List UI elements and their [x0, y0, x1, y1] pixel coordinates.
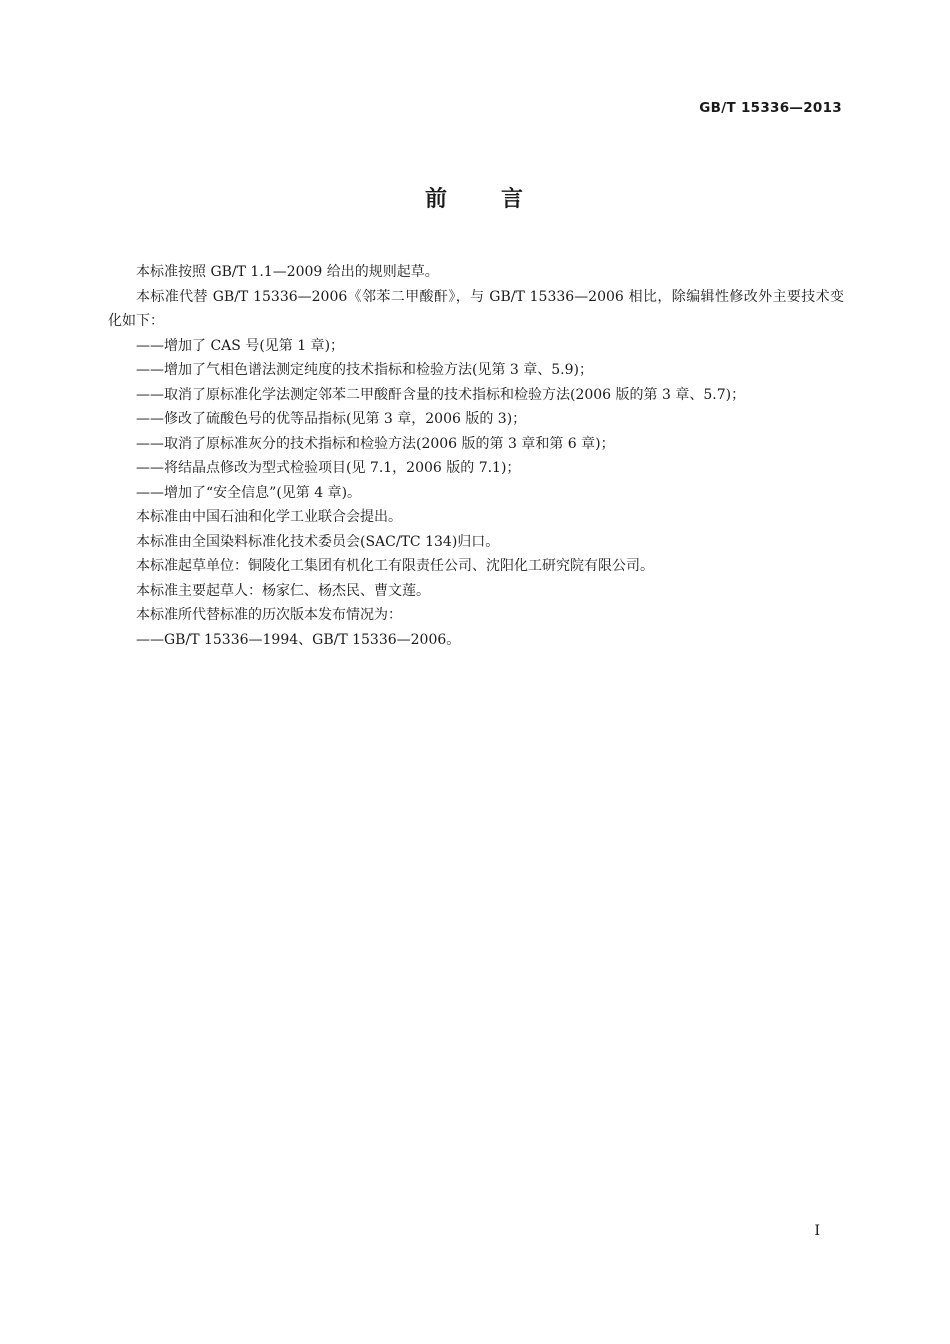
- paragraph-replacement: 本标准代替 GB/T 15336—2006《邻苯二甲酸酐》，与 GB/T 15336—2006 相比，除编辑性修改外主要技术变化如下：: [108, 288, 844, 329]
- title-part-1: 前: [424, 187, 449, 212]
- change-item-sulfuric-color: ——修改了硫酸色号的优等品指标(见第 3 章，2006 版的 3)；: [136, 411, 527, 427]
- paragraph-history-versions: ——GB/T 15336—1994、GB/T 15336—2006。: [136, 631, 461, 648]
- change-item-crystallization: ——将结晶点修改为型式检验项目(见 7.1，2006 版的 7.1)；: [136, 460, 521, 476]
- change-item-safety: ——增加了“安全信息”(见第 4 章)。: [136, 484, 362, 501]
- document-body: [108, 260, 844, 652]
- paragraph-drafting-rules: 本标准按照 GB/T 1.1—2009 给出的规则起草。: [136, 264, 439, 280]
- paragraph-drafters: 本标准主要起草人：杨家仁、杨杰民、曹文莲。: [136, 582, 430, 599]
- standard-code: GB/T 15336—2013: [699, 100, 842, 116]
- paragraph-proposed-by: 本标准由中国石油和化学工业联合会提出。: [136, 509, 402, 525]
- change-item-chemical-method: ——取消了原标准化学法测定邻苯二甲酸酐含量的技术指标和检验方法(2006 版的第 3 章、5.7)；: [136, 386, 746, 403]
- title-part-2: 言: [501, 187, 526, 212]
- page-title: [0, 182, 950, 213]
- paragraph-history-intro: 本标准所代替标准的历次版本发布情况为：: [136, 607, 402, 623]
- change-item-cas: ——增加了 CAS 号(见第 1 章)；: [136, 337, 345, 354]
- page-number: I: [814, 1223, 820, 1239]
- paragraph-committee: 本标准由全国染料标准化技术委员会(SAC/TC 134)归口。: [136, 533, 500, 550]
- paragraph-drafting-units: 本标准起草单位：铜陵化工集团有机化工有限责任公司、沈阳化工研究院有限公司。: [136, 558, 654, 574]
- change-item-gc-purity: ——增加了气相色谱法测定纯度的技术指标和检验方法(见第 3 章、5.9)；: [136, 362, 593, 378]
- change-item-ash: ——取消了原标准灰分的技术指标和检验方法(2006 版的第 3 章和第 6 章)；: [136, 435, 615, 452]
